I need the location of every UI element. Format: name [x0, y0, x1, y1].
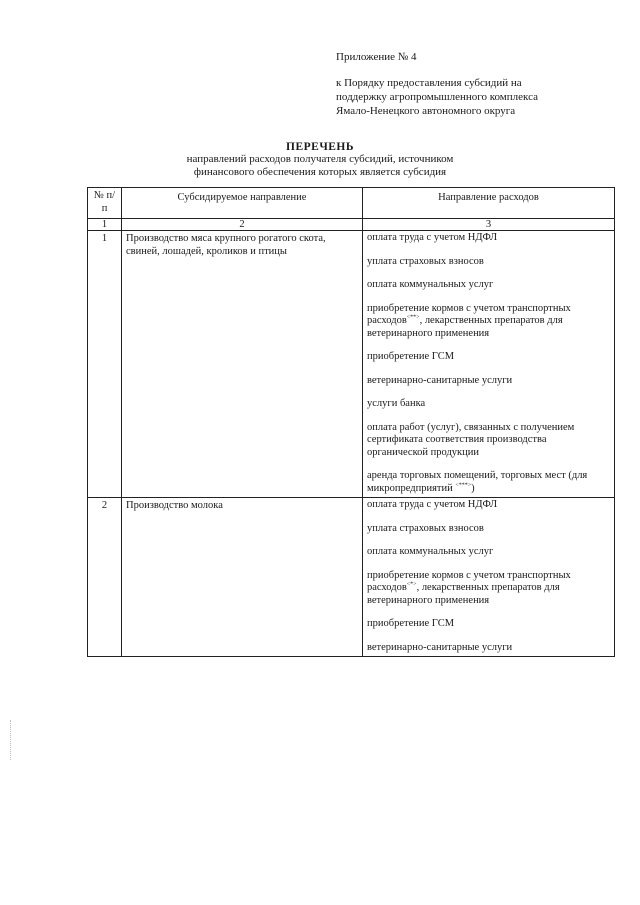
table-row [88, 231, 615, 498]
expense-item [367, 523, 610, 536]
appendix-line-2: поддержку агропромышленного комплекса [336, 91, 538, 103]
expense-item [367, 232, 610, 245]
expense-text: оплата коммунальных услуг [367, 279, 494, 290]
expense-item [367, 470, 610, 495]
expense-text: приобретение ГСМ [367, 351, 455, 362]
appendix-number: Приложение № 4 [336, 51, 417, 63]
expense-text: оплата коммунальных услуг [367, 546, 494, 557]
subtitle-line-1: направлений расходов получателя субсидий, источником [186, 153, 454, 165]
expense-item [367, 375, 610, 388]
table-row [88, 498, 615, 657]
footnote-marker: <***> [455, 482, 472, 488]
expense-item [367, 618, 610, 631]
row-number: 1 [88, 231, 122, 498]
table-header-row [88, 188, 615, 219]
expense-item [367, 256, 610, 269]
expense-item [367, 546, 610, 559]
expenses-table [87, 187, 615, 657]
footnote-marker: <*> [406, 581, 417, 588]
header-direction: Субсидируемое направление [122, 188, 363, 219]
expense-item [367, 279, 610, 292]
expense-item [367, 351, 610, 364]
appendix-line-1: к Порядку предоставления субсидий на [336, 77, 522, 89]
expense-item [367, 398, 610, 411]
appendix-block [336, 50, 626, 118]
subtitle-line-2: финансового обеспечения которых является субсидия [193, 166, 447, 178]
expense-text: оплата труда с учетом НДФЛ [367, 232, 498, 243]
row-number: 2 [88, 498, 122, 657]
row-direction: Производство молока [122, 498, 363, 657]
row-expenses [363, 231, 615, 498]
column-number: 3 [363, 219, 615, 231]
expense-text: услуги банка [367, 398, 426, 409]
expense-text: оплата труда с учетом НДФЛ [367, 499, 498, 510]
expense-text: уплата страховых взносов [367, 255, 484, 267]
expense-text: приобретение кормов с учетом транспортных расходов [367, 569, 571, 593]
expense-text-tail: , лекарственных препаратов для ветеринарного применения [367, 582, 560, 606]
expense-text: аренда торговых помещений, торговых мест (для микропредприятий [367, 470, 588, 494]
expense-item [367, 499, 610, 512]
appendix-line-3: Ямало-Ненецкого автономного округа [336, 105, 516, 117]
table-body [88, 231, 615, 657]
expense-text-tail: , лекарственных препаратов для ветеринарного применения [367, 315, 563, 339]
row-direction: Производство мяса крупного рогатого скота, свиней, лошадей, кроликов и птицы [122, 231, 363, 498]
expense-item [367, 570, 610, 608]
header-expenses: Направление расходов [363, 188, 615, 219]
expense-text-tail: ) [471, 482, 475, 494]
expense-item [367, 642, 610, 655]
footnote-marker: <**> [406, 314, 420, 321]
document-title: ПЕРЕЧЕНЬ [286, 141, 354, 153]
column-number: 2 [122, 219, 363, 231]
column-number: 1 [88, 219, 122, 231]
expense-item [367, 303, 610, 341]
header-num: № п/п [88, 188, 122, 219]
expense-text: приобретение ГСМ [367, 618, 455, 629]
expense-text: уплата страховых взносов [367, 522, 484, 534]
column-numbers-row [88, 219, 615, 231]
expense-text: ветеринарно-санитарные услуги [367, 641, 513, 653]
expense-item [367, 422, 610, 460]
scan-edge-mark [10, 720, 12, 760]
document-subtitle [110, 153, 530, 179]
row-expenses [363, 498, 615, 657]
expense-text: оплата работ (услуг), связанных с получением сертификата соответствия производства органической продукции [367, 421, 575, 458]
expense-text: ветеринарно-санитарные услуги [367, 374, 513, 386]
expense-text: приобретение кормов с учетом транспортных расходов [367, 302, 571, 326]
